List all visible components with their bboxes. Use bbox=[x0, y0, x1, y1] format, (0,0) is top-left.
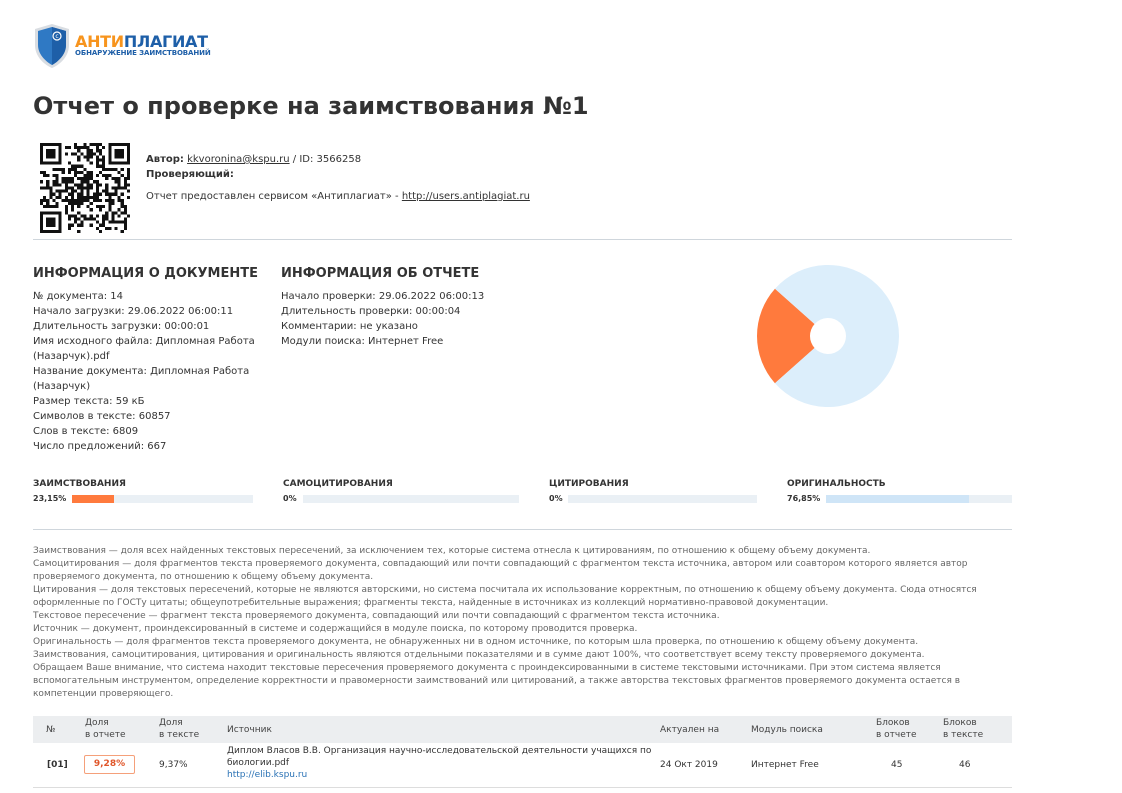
document-info-line: № документа: 14 bbox=[33, 291, 124, 302]
actual-date: 24 Окт 2019 bbox=[660, 760, 718, 770]
logo-brand: АНТИПЛАГИАТ bbox=[75, 32, 208, 51]
provided-line bbox=[146, 191, 530, 202]
col-module: Модуль поиска bbox=[751, 725, 823, 735]
definition-paragraph: Цитирования — доля текстовых пересечений, которые не являются авторскими, но система посчитала их использование корректным, по отношению к общему объему документа. Сюда относятся оформленные по ГОСТу цитаты; общеупотребительные выражения; фрагменты текста, найденные в источниках из коллекций нормативно-правовой документации. bbox=[33, 585, 977, 608]
document-info-lines bbox=[33, 289, 258, 454]
stat-value: 76,85% bbox=[787, 494, 821, 503]
blocks-report: 45 bbox=[891, 760, 903, 770]
originality-donut-chart bbox=[757, 265, 899, 407]
col-share-text: Доля в тексте bbox=[159, 718, 200, 740]
author-label: Автор: bbox=[146, 154, 184, 165]
definition-paragraph: Текстовое пересечение — фрагмент текста проверяемого документа, совпадающий или почти совпадающий с фрагментом текста источника. bbox=[33, 611, 720, 621]
document-info-line: Число предложений: 667 bbox=[33, 441, 167, 452]
definition-paragraph: Источник — документ, проиндексированный в системе и содержащийся в модуле поиска, по которому проводится проверка. bbox=[33, 624, 638, 634]
stat-value: 23,15% bbox=[33, 494, 67, 503]
document-info-line: Имя исходного файла: Дипломная Работа (Назарчук).pdf bbox=[33, 336, 255, 362]
report-info-line: Модули поиска: Интернет Free bbox=[281, 336, 444, 347]
col-actual: Актуален на bbox=[660, 725, 720, 735]
svg-text:c: c bbox=[55, 33, 59, 41]
qr-code bbox=[40, 143, 130, 233]
checker-line bbox=[146, 169, 234, 180]
source-link[interactable]: http://elib.kspu.ru bbox=[227, 770, 308, 780]
report-info-line: Длительность проверки: 00:00:04 bbox=[281, 306, 461, 317]
definition-paragraph: Обращаем Ваше внимание, что система находит текстовые пересечения проверяемого документа с проиндексированными в системе текстовыми источниками. При этом система является вспомогательным инструментом, определение корректности и правомерности заимствований или цитирований, а также авторства текстовых фрагментов проверяемого документа остается в компетенции проверяющего. bbox=[33, 663, 961, 699]
table-row bbox=[33, 743, 1012, 787]
report-info bbox=[281, 266, 541, 349]
document-info-heading: ИНФОРМАЦИЯ О ДОКУМЕНТЕ bbox=[33, 266, 259, 281]
stat-progress-track bbox=[826, 495, 1012, 503]
document-info bbox=[33, 266, 258, 454]
share-text-value: 9,37% bbox=[159, 760, 188, 770]
checker-label: Проверяющий: bbox=[146, 169, 234, 180]
author-line bbox=[146, 154, 361, 165]
col-blocks-text: Блоков в тексте bbox=[943, 718, 984, 740]
document-info-line: Начало загрузки: 29.06.2022 06:00:11 bbox=[33, 306, 234, 317]
qr-code-modules bbox=[40, 143, 130, 233]
stat-progress-track bbox=[72, 495, 253, 503]
definition-paragraph: Самоцитирования — доля фрагментов текста проверяемого документа, совпадающий или почти совпадающий с фрагментом текста источника, автором или соавтором которого является автор проверяемого документа, по отношению к общему объему документа. bbox=[33, 559, 968, 582]
sources-table-header bbox=[33, 716, 1012, 743]
col-num: № bbox=[46, 725, 56, 735]
stat-value: 0% bbox=[283, 494, 297, 503]
col-source: Источник bbox=[227, 725, 272, 735]
stat-progress-fill bbox=[826, 495, 969, 503]
provided-text: Отчет предоставлен сервисом «Антиплагиат» - bbox=[146, 191, 402, 202]
stat-value: 0% bbox=[549, 494, 563, 503]
antiplagiat-logo bbox=[33, 23, 213, 69]
definition-paragraph: Оригинальность — доля фрагментов текста проверяемого документа, не обнаруженных ни в одном источнике, по которым шла проверка, по отношению к общему объему документа. bbox=[33, 637, 919, 647]
author-email-link[interactable]: kkvoronina@kspu.ru bbox=[187, 154, 290, 165]
source-cell bbox=[227, 745, 657, 781]
source-title: Диплом Власов В.В. Организация научно-исследовательской деятельности учащихся по биологии.pdf bbox=[227, 746, 652, 768]
stat-progress-fill bbox=[72, 495, 114, 503]
divider bbox=[33, 239, 1012, 240]
definitions-legend bbox=[33, 545, 993, 701]
divider bbox=[33, 529, 1012, 530]
report-info-lines bbox=[281, 289, 541, 349]
col-blocks-report: Блоков в отчете bbox=[876, 718, 917, 740]
blocks-text: 46 bbox=[959, 760, 971, 770]
logo-tagline: ОБНАРУЖЕНИЕ ЗАИМСТВОВАНИЙ bbox=[75, 49, 211, 57]
antiplagiat-link[interactable]: http://users.antiplagiat.ru bbox=[401, 191, 530, 202]
report-info-line: Начало проверки: 29.06.2022 06:00:13 bbox=[281, 291, 485, 302]
stat-progress-track bbox=[303, 495, 519, 503]
report-info-heading: ИНФОРМАЦИЯ ОБ ОТЧЕТЕ bbox=[281, 266, 480, 281]
stat-progress-track bbox=[568, 495, 757, 503]
document-info-line: Слов в тексте: 6809 bbox=[33, 426, 139, 437]
row-divider bbox=[33, 787, 1012, 788]
stat-label: ЦИТИРОВАНИЯ bbox=[549, 479, 629, 489]
share-report-badge: 9,28% bbox=[84, 755, 135, 774]
stat-label: САМОЦИТИРОВАНИЯ bbox=[283, 479, 393, 489]
report-info-line: Комментарии: не указано bbox=[281, 321, 418, 332]
row-num: [01] bbox=[47, 760, 68, 770]
search-module: Интернет Free bbox=[751, 760, 819, 770]
page-title: Отчет о проверке на заимствования №1 bbox=[33, 92, 589, 120]
author-id: / ID: 3566258 bbox=[289, 154, 362, 165]
stat-label: ОРИГИНАЛЬНОСТЬ bbox=[787, 479, 886, 489]
document-info-line: Размер текста: 59 кБ bbox=[33, 396, 145, 407]
definition-paragraph: Заимствования — доля всех найденных текстовых пересечений, за исключением тех, которые система отнесла к цитированиям, по отношению к общему объему документа. bbox=[33, 546, 871, 556]
col-share-report: Доля в отчете bbox=[85, 718, 126, 740]
document-info-line: Название документа: Дипломная Работа (Назарчук) bbox=[33, 366, 250, 392]
document-info-line: Символов в тексте: 60857 bbox=[33, 411, 171, 422]
shield-icon bbox=[33, 23, 71, 69]
stat-label: ЗАИМСТВОВАНИЯ bbox=[33, 479, 126, 489]
definition-paragraph: Заимствования, самоцитирования, цитирования и оригинальность являются отдельными показателями и в сумме дают 100%, что соответствует всему тексту проверяемого документа. bbox=[33, 650, 925, 660]
document-info-line: Длительность загрузки: 00:00:01 bbox=[33, 321, 210, 332]
